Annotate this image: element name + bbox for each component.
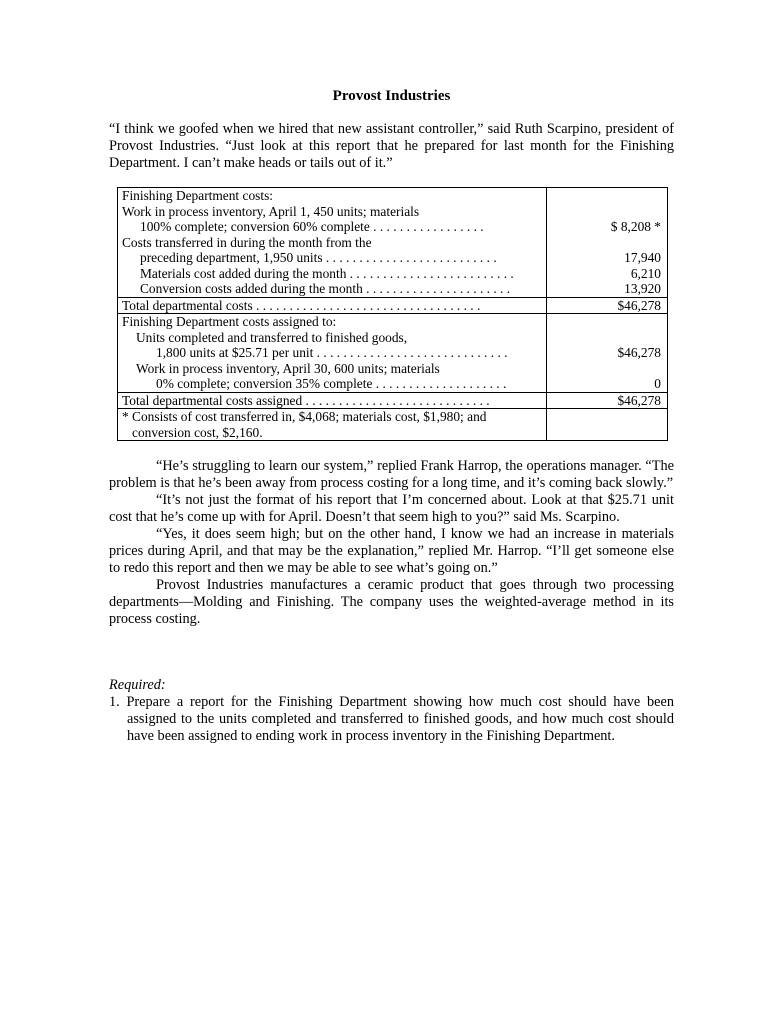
- transferred-line1: Costs transferred in during the month from the: [122, 234, 372, 250]
- wip-end-line2: 0% complete; conversion 35% complete . . . . . . . . . . . . . . . . . . . .: [156, 376, 507, 391]
- table-row: [118, 392, 668, 409]
- total-costs-label: Total departmental costs . . . . . . . . . . . . . . . . . . . . . . . . . . . . . . . . . .: [122, 297, 481, 313]
- completed-amount: $46,278: [617, 345, 661, 360]
- wip-end-amount: 0: [654, 376, 661, 391]
- required-section: [109, 677, 674, 745]
- assigned-section-cell: [118, 314, 547, 393]
- dialogue-section: [109, 458, 674, 628]
- footnote-line2: conversion cost, $2,160.: [132, 424, 263, 440]
- total-assigned-label: Total departmental costs assigned . . . . . . . . . . . . . . . . . . . . . . . . . . . .: [122, 392, 490, 408]
- wip-end-line1: Work in process inventory, April 30, 600 units; materials: [136, 360, 440, 376]
- conversion-line: Conversion costs added during the month . . . . . . . . . . . . . . . . . . . . . .: [140, 281, 511, 296]
- wip-begin-line2: 100% complete; conversion 60% complete . . . . . . . . . . . . . . . . .: [140, 219, 484, 234]
- materials-line: Materials cost added during the month . . . . . . . . . . . . . . . . . . . . . . . . .: [140, 265, 514, 281]
- transferred-amount: 17,940: [624, 250, 661, 265]
- transferred-line2: preceding department, 1,950 units . . . . . . . . . . . . . . . . . . . . . . . . . .: [140, 250, 497, 265]
- total-costs-amount: $46,278: [617, 297, 661, 313]
- paragraph-3: “Yes, it does seem high; but on the other hand, I know we had an increase in materials prices during April, and that may be the explanation,” replied Mr. Harrop. “I’ll get someone else to redo this report and then we may be able to see what’s going on.”: [109, 526, 674, 576]
- required-label: Required:: [109, 677, 166, 693]
- footnote-cell: [118, 409, 547, 441]
- intro-paragraph: “I think we goofed when we hired that new assistant controller,” said Ruth Scarpino, president of Provost Industries. “Just look at this report that he prepared for last month for the Finishing Department. I can’t make heads or tails out of it.”: [109, 121, 674, 171]
- completed-line2: 1,800 units at $25.71 per unit . . . . . . . . . . . . . . . . . . . . . . . . . . . . .: [156, 345, 508, 360]
- table-row: [118, 188, 668, 298]
- assigned-amount-cell: [547, 314, 668, 393]
- total-assigned-amount: $46,278: [617, 392, 661, 408]
- materials-amount: 6,210: [630, 265, 661, 281]
- conversion-amount: 13,920: [624, 281, 661, 296]
- assigned-heading: Finishing Department costs assigned to:: [122, 314, 337, 329]
- wip-begin-line1: Work in process inventory, April 1, 450 units; materials: [122, 203, 420, 219]
- footnote-line1: * Consists of cost transferred in, $4,068; materials cost, $1,980; and: [122, 409, 487, 424]
- costs-section-cell: [118, 188, 547, 298]
- table-row: [118, 297, 668, 314]
- page-title: Provost Industries: [332, 88, 451, 104]
- table-row: [118, 409, 668, 441]
- finishing-department-report: [117, 187, 668, 441]
- costs-heading: Finishing Department costs:: [122, 188, 274, 203]
- wip-begin-amount: $ 8,208 *: [610, 219, 661, 234]
- required-item-1: 1. Prepare a report for the Finishing Department showing how much cost should have been assigned to the units completed and transferred to finished goods, and how much cost should have been assigned to ending work in process inventory in the Finishing Department.: [109, 694, 674, 744]
- paragraph-2: “It’s not just the format of his report that I’m concerned about. Look at that $25.71 unit cost that he’s come up with for April. Doesn’t that seem high to you?” said Ms. Scarpino.: [109, 492, 674, 525]
- costs-amount-cell: [547, 188, 668, 298]
- table-row: [118, 314, 668, 393]
- completed-line1: Units completed and transferred to finished goods,: [136, 329, 408, 345]
- paragraph-4: Provost Industries manufactures a ceramic product that goes through two processing departments—Molding and Finishing. The company uses the weighted-average method in its process costing.: [109, 577, 674, 627]
- paragraph-1: “He’s struggling to learn our system,” replied Frank Harrop, the operations manager. “The problem is that he’s been away from process costing for a long time, and it’s coming back slowly.”: [109, 458, 674, 491]
